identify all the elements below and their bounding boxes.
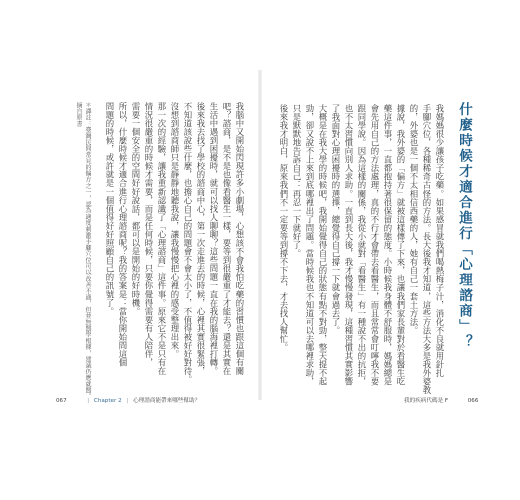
right-page-footer <box>404 396 478 404</box>
body-text-column: 需要一個安全的空間好好說話，都可以是開始的好時機。 <box>131 102 141 316</box>
chapter-section-title: 什麼時候才適合進行「心理諮商」？ <box>456 102 472 350</box>
body-text-column: 大概是在我大學的時候吧，我開始覺得自己的狀態有點不對勁，整天提不起 <box>318 104 328 386</box>
page-number: 066 <box>467 398 479 404</box>
body-text-column: 手腳穴位，各種稀奇古怪的方法。長大後我才知道，這些方法大多是我外婆教 <box>422 104 432 395</box>
book-gutter <box>258 70 262 400</box>
body-text-column: 勁，卻又說不上來到底哪裡出了問題。當時候我也不知道可以去哪裡求助， <box>305 104 315 386</box>
body-text-column: 會先用自己的方法處理，真的不行才會帶去看醫生，而且常常會叮嚀我不要 <box>370 104 380 386</box>
body-text-column: 了我面對心理困擾時的選擇，總覺得自己撐一下就會過去了。 <box>331 104 341 335</box>
body-text-column: 也不太習慣向別人求助。一直到長大後，我才慢慢發現，這種習慣其實影響 <box>344 104 354 386</box>
body-text-column: 跟同學說。因為這樣的關係，我從小就對「看醫生」有一種說不出的抗拒， <box>357 104 367 386</box>
body-text-column: 的，外婆也是一個不太相信西藥的人，她有自己一套土方法。 <box>409 104 419 335</box>
body-text-column: 所以，什麼時候才適合進行心理諮商呢？我的答案是：當你開始問這個 <box>118 102 128 367</box>
body-text-column: 情況很嚴重的時候才需要，而是任何時候，只要你覺得需要有人陪伴， <box>144 102 154 367</box>
body-text-column: 據說，我外婆的「偏方」就被這樣傳了下來，也讓我們家長輩對於看醫生吃 <box>396 104 406 386</box>
body-text-column: 吧？諮商，是不是也像看醫生一樣，要等到很嚴重了才能去？還是其實在 <box>222 102 232 376</box>
footnote: ＊譯註：臺灣民間常見的偏方之一，認為適度刺激手腳穴位可以改善不適，但並無醫學根據，建議仍應就醫。 <box>84 102 91 400</box>
chapter-title: 心理諮商能帶來哪些幫助？ <box>133 398 201 404</box>
body-text-column: 不知道該說些什麼，也擔心自己的問題會不會太小了，不值得被好好對待。 <box>183 102 193 384</box>
body-text-column: 藥這件事，一直都抱持著很保留的態度。小時候我身體不舒服時，媽媽總是 <box>383 104 393 386</box>
body-text-column: 後來我才明白，原來我們不一定要等到撐不下去，才去找人幫忙。 <box>279 104 289 352</box>
footer-separator: | <box>87 398 90 404</box>
body-text-column: 那一次的經驗，讓我重新認識了「心理諮商」這件事。原來它不是只有在 <box>157 102 167 376</box>
body-text-column: 問題的時候，或許就是一個值得好好照顧自己的訊號了。 <box>105 102 115 316</box>
chapter-label: Chapter 2 <box>93 398 122 404</box>
body-text-column: 後來我去找了學校的諮商中心，第一次走進去的時候，心裡其實很緊張， <box>196 102 206 376</box>
body-text-column: 我媽媽很少讓孩子吃藥。如果感冒就我們喝熱梅子汁，消化不良就用針扎 <box>435 104 445 378</box>
footer-separator: | <box>126 398 129 404</box>
body-text-column: 我腦中又開始閃現許多小劇場，心想該不會我怕吃藥的習慣也跟這個有關 <box>235 102 245 376</box>
running-footer-text: 我的疾病代碼是 F <box>404 398 449 404</box>
body-text-column: 沒想到諮商師只是靜靜地聽我說，讓我慢慢把心裡的感受整理出來。 <box>170 102 180 359</box>
footnote-source: 摘自原書 <box>75 102 82 127</box>
body-text-column: 生活中遇到困擾時，就可以找人聊聊？這些問題一直在我的腦海裡打轉。 <box>209 102 219 376</box>
page-number: 067 <box>56 398 67 404</box>
body-text-column: 只是默默地告訴自己：再忍一下就好了。 <box>292 104 302 258</box>
left-page-footer <box>56 396 200 404</box>
